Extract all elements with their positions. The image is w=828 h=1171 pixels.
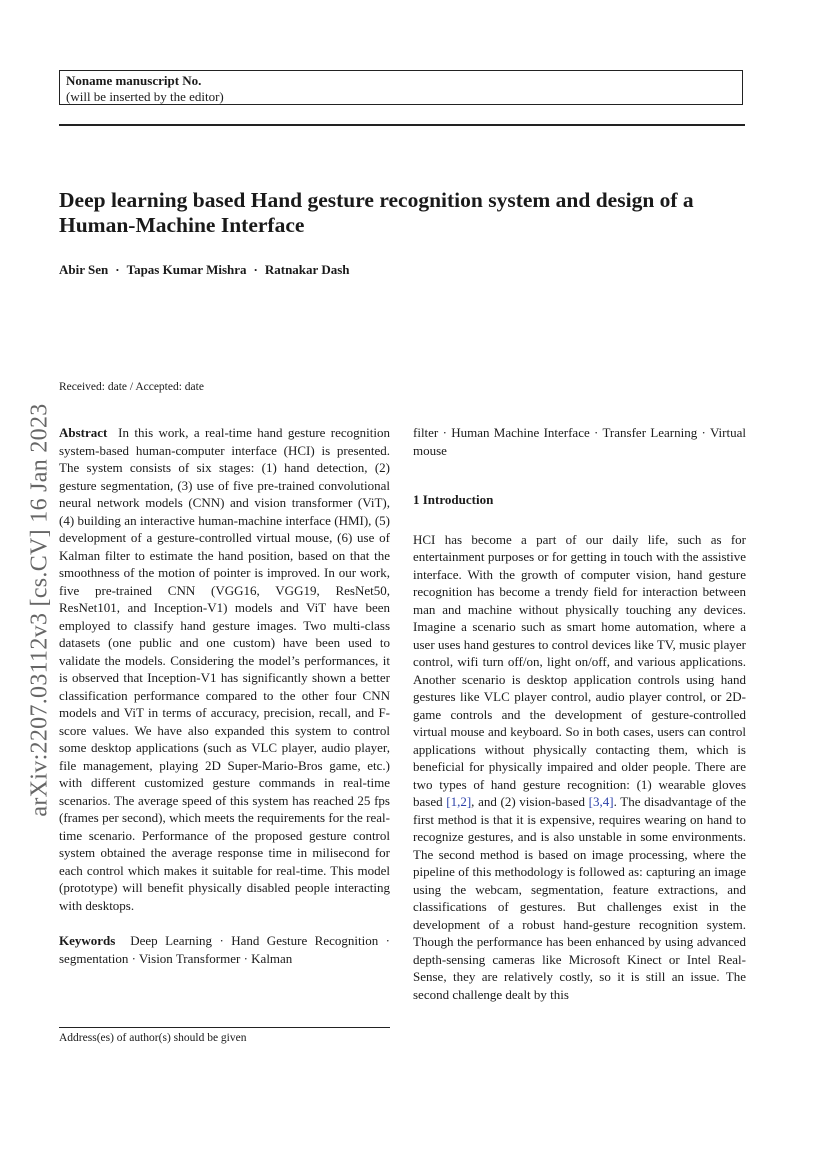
keywords-label: Keywords xyxy=(59,933,116,948)
keywords-continued: filter · Human Machine Interface · Transfer Learning · Virtual mouse xyxy=(413,425,746,458)
right-column xyxy=(413,424,746,1003)
citation-link[interactable]: [1,2] xyxy=(446,794,472,809)
intro-text: . The disadvantage of the first method is that it is expensive, requires wearing on hand to recognize gestures, and is also unstable in some environments. The second method is based on image processing, where the pipeline of this methodology is followed as: capturing an image using the webcam, segmentation, feature extractions, and classifications of gestures. But challenges exist in the development of a robust hand-gesture recognition system. Though the performance has been enhanced by using advanced depth-sensing cameras like Microsoft Kinect or Intel Real-Sense, they are relatively costly, so it is still an issue. The second challenge dealt by this xyxy=(413,794,746,1002)
citation-link[interactable]: [3,4] xyxy=(588,794,614,809)
author-separator: · xyxy=(115,262,120,277)
keywords-text-left: Deep Learning · Hand Gesture Recognition · segmentation · Vision Transformer · Kalman xyxy=(59,933,390,966)
author-name: Abir Sen xyxy=(59,262,109,277)
paper-title: Deep learning based Hand gesture recognition system and design of a Human-Machine Interface xyxy=(59,188,694,237)
intro-text: HCI has become a part of our daily life, such as for entertainment purposes or for getting in touch with the assistive interface. With the growth of computer vision, hand gesture recognition has become a trendy field for interaction between man and machine without physically touching any devices. Imagine a scenario such as smart home automation, where a user uses hand gestures to control devices like TV, music player control, wifi turn off/on, light on/off, and various applications. Another scenario is desktop application controls using hand gestures like VLC player control, audio player control, or 2D-game controls and the development of gesture-controlled virtual mouse and keyboard. So in both cases, users can control applications without physically contacting them, which is beneficial for physically impaired and older people. There are two types of hand gesture recognition: (1) wearable gloves based xyxy=(413,531,746,809)
arxiv-identifier: arXiv:2207.03112v3 [cs.CV] 16 Jan 2023 xyxy=(26,403,53,817)
intro-text: , and (2) vision-based xyxy=(471,794,589,809)
footnote: Address(es) of author(s) should be given xyxy=(59,1032,247,1044)
header-rule xyxy=(59,124,745,126)
author-name: Tapas Kumar Mishra xyxy=(126,262,247,277)
author-list xyxy=(59,262,350,278)
footnote-rule xyxy=(59,1027,390,1028)
manuscript-number: Noname manuscript No. xyxy=(66,73,202,88)
introduction-paragraph xyxy=(413,531,746,1004)
left-column xyxy=(59,424,390,967)
manuscript-box xyxy=(59,70,743,105)
received-date: Received: date / Accepted: date xyxy=(59,381,204,393)
author-name: Ratnakar Dash xyxy=(264,262,350,277)
abstract xyxy=(59,424,390,914)
abstract-text: In this work, a real-time hand gesture recognition system-based human-computer interface (HCI) is presented. The system consists of six stages: (1) hand detection, (2) gesture segmentation, (3) use of five pre-trained convolutional neural network models (CNN) and vision transformer (ViT), (4) building an interactive human-machine interface (HMI), (5) development of a gesture-controlled virtual mouse, (6) use of Kalman filter to estimate the hand position, based on that the smoothness of the motion of pointer is improved. In our work, five pre-trained CNN (VGG16, VGG19, ResNet50, ResNet101, and Inception-V1) models and ViT have been employed to classify hand gesture images. Two multi-class datasets (one public and one custom) have been used to validate the models. Considering the model’s performances, it is observed that Inception-V1 has significantly shown a better classification performance compared to the other four CNN models and ViT in terms of accuracy, precision, recall, and F-score values. We have also expanded this system to control some desktop applications (such as VLC player, audio player, file management, playing 2D Super-Mario-Bros game, etc.) with different customized gesture commands in real-time scenarios. The average speed of this system has reached 25 fps (frames per second), which meets the requirements for the real-time scenario. Performance of the proposed gesture control system obtained the average response time in milisecond for each control which makes it suitable for real-time. This model (prototype) will benefit physically disabled people interacting with desktops. xyxy=(59,425,391,913)
author-separator: · xyxy=(253,262,258,277)
editor-note: (will be inserted by the editor) xyxy=(66,89,224,104)
section-heading-introduction: 1 Introduction xyxy=(413,492,494,507)
keywords xyxy=(59,932,390,967)
abstract-label: Abstract xyxy=(59,425,108,440)
